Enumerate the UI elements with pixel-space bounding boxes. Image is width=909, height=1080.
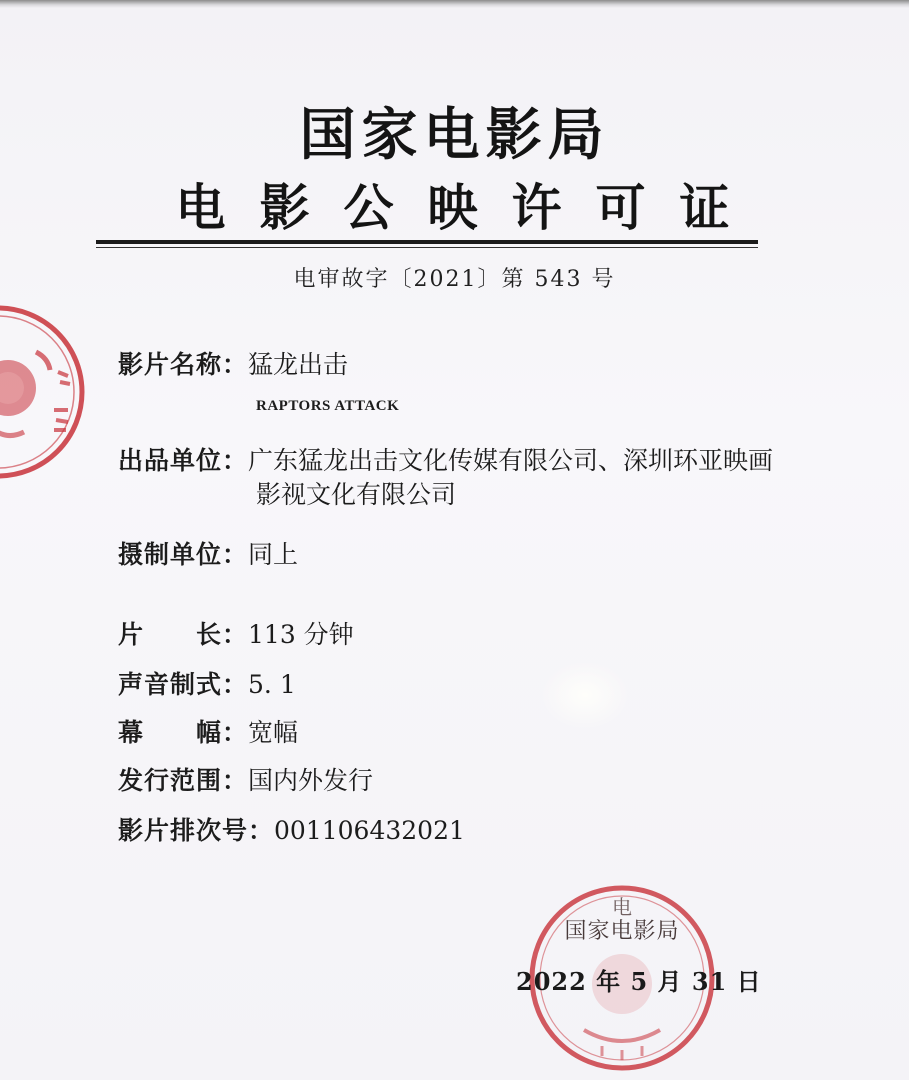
producer-label: 出品单位：	[118, 446, 249, 475]
film-english-title: RAPTORS ATTACK	[256, 398, 400, 414]
sound-format-value: 5. 1	[248, 670, 296, 699]
photo-glare	[540, 660, 630, 730]
distribution-scope-value: 国内外发行	[248, 766, 374, 795]
distribution-scope-label: 发行范围：	[118, 766, 249, 795]
field-sound-format	[118, 668, 296, 702]
seal-text: 国家电影局	[564, 919, 680, 944]
field-producer	[118, 444, 773, 478]
serial-number-label: 影片排次号：	[118, 816, 275, 845]
field-screen-format	[118, 716, 298, 750]
field-serial-number	[118, 814, 465, 848]
producer-value-line1: 广东猛龙出击文化传媒有限公司、深圳环亚映画	[248, 446, 774, 475]
svg-text:电: 电	[612, 895, 632, 919]
field-shooting-unit	[118, 538, 298, 572]
title-rule-thin	[96, 247, 758, 248]
field-length	[118, 618, 354, 652]
issue-date: 2022 年 5 月 31 日	[516, 967, 762, 996]
document-type-title: 电影公映许可证	[175, 179, 764, 237]
page-top-edge	[0, 0, 909, 8]
document-number: 电审故字〔2021〕第 543 号	[293, 267, 616, 292]
field-film-name	[118, 348, 348, 382]
producer-value-line2: 影视文化有限公司	[256, 480, 457, 509]
title-rule-thick	[96, 240, 758, 244]
issuer-title: 国家电影局	[299, 103, 610, 168]
official-seal-left-icon	[0, 302, 88, 482]
length-value: 113 分钟	[248, 620, 354, 649]
film-name-label: 影片名称：	[118, 350, 249, 379]
sound-format-label: 声音制式：	[118, 670, 249, 699]
shooting-unit-label: 摄制单位：	[118, 540, 249, 569]
length-label: 片 长：	[118, 620, 249, 649]
shooting-unit-value: 同上	[248, 540, 299, 569]
serial-number-value: 001106432021	[274, 816, 465, 845]
screen-format-label: 幕 幅：	[118, 718, 249, 747]
screen-format-value: 宽幅	[248, 718, 299, 747]
field-distribution-scope	[118, 764, 373, 798]
film-name-value: 猛龙出击	[248, 350, 349, 379]
